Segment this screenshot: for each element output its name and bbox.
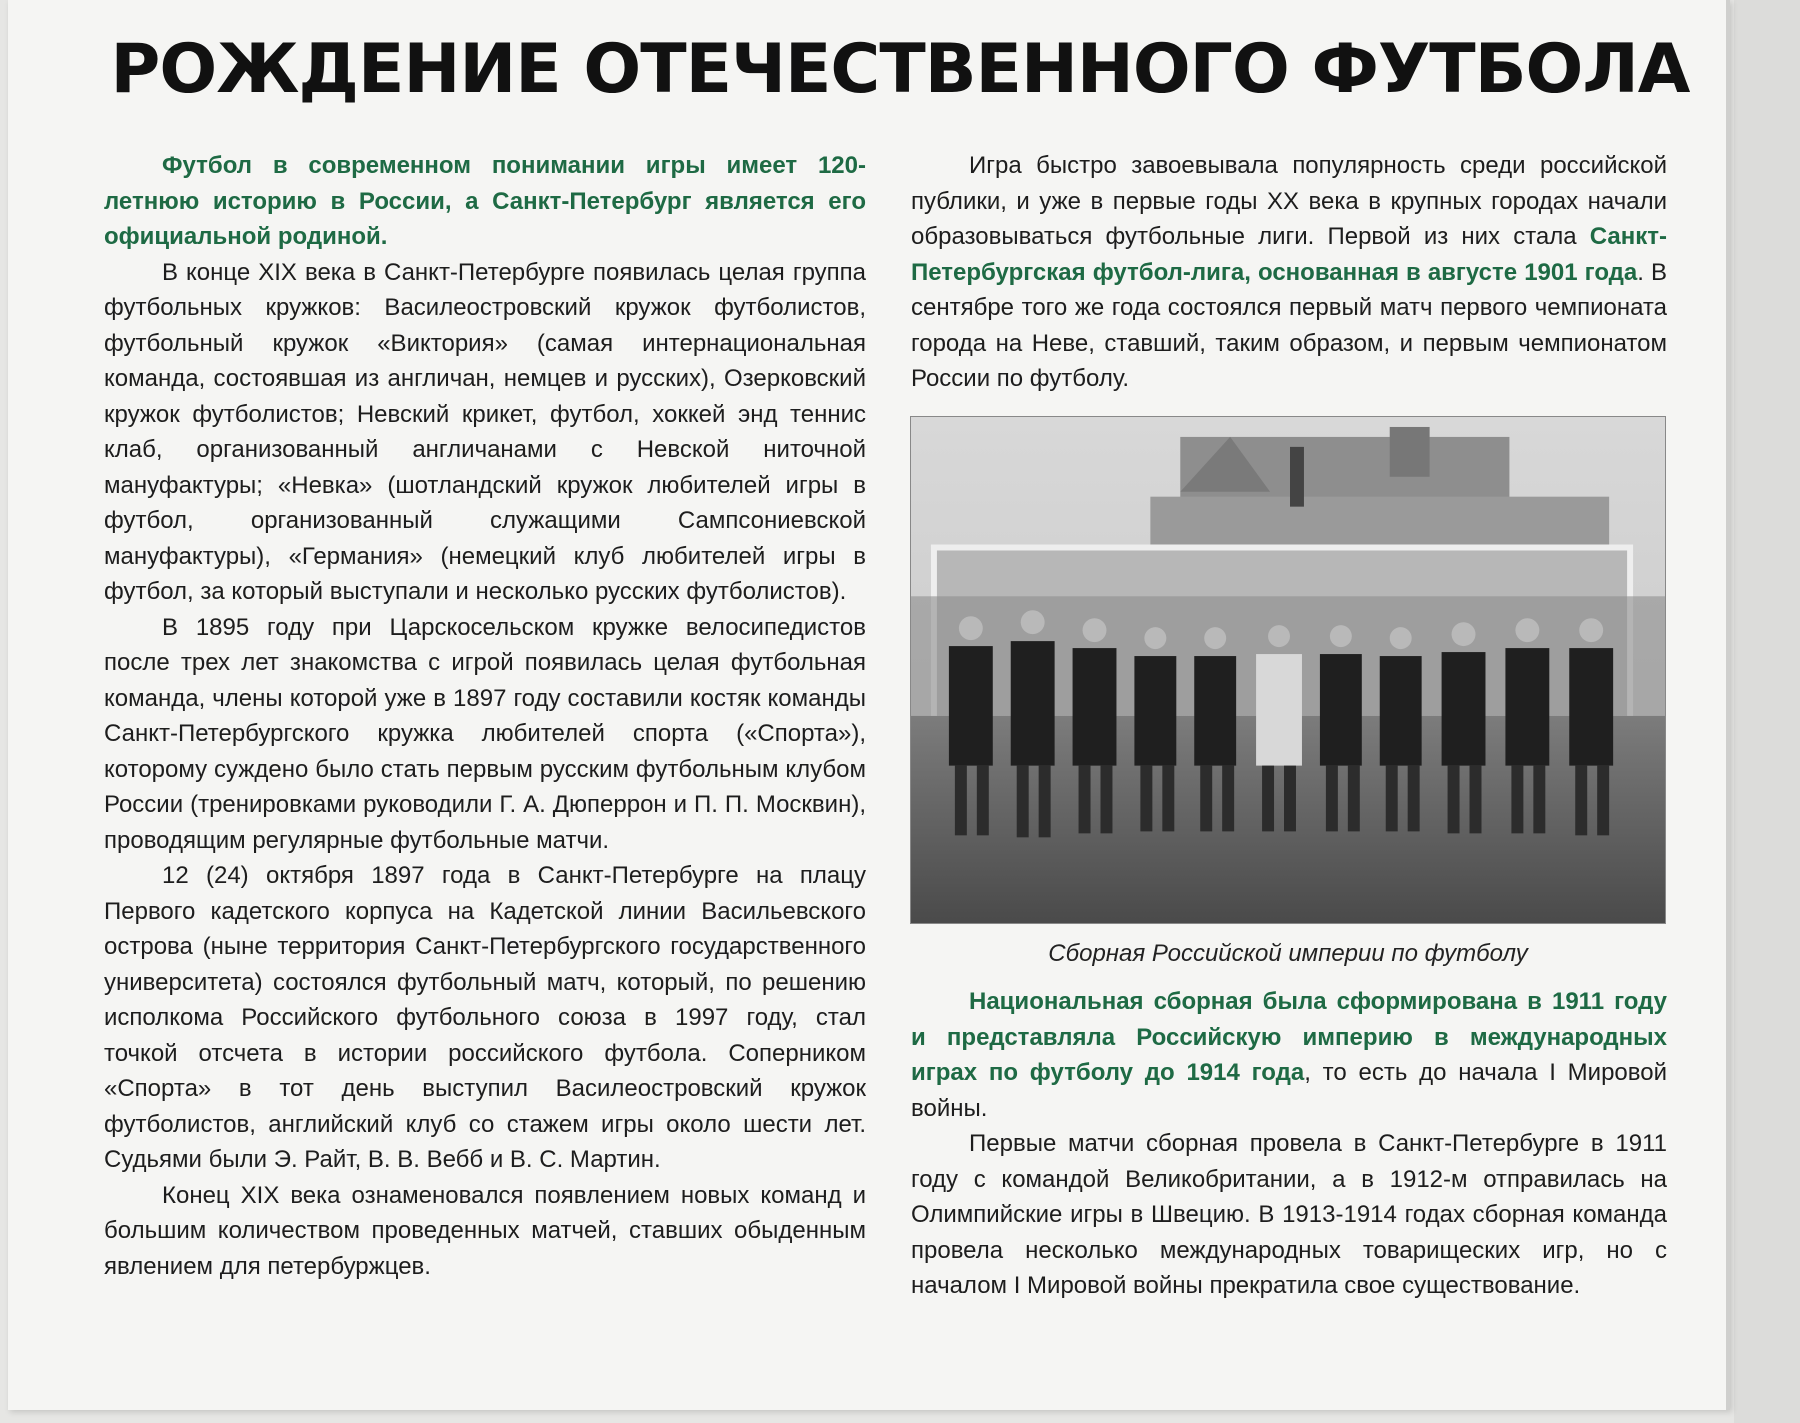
paragraph-1897-match: 12 (24) октября 1897 года в Санкт-Петербурге на плацу Первого кадетского корпуса на Кадетской линии Васильевского острова (ныне территория Санкт-Петербургского государственного университета) состоялся футбольный матч, который, по решению исполкома Российского футбольного союза в 1997 году, стал точкой отсчета в истории российского футбола. Соперником «Спорта» в тот день выступил Василеостровский кружок футболистов, английский клуб со стажем игры около шести лет. Судьями были Э. Райт, В. В. Вебб и В. С. Мартин. — [104, 862, 866, 1173]
photo-caption: Сборная Российской империи по футболу — [1048, 940, 1528, 967]
paragraph-end-of-century: Конец XIX века ознаменовался появлением новых команд и большим количеством проведенных матчей, ставших обыденным явлением для петербуржцев. — [104, 1181, 866, 1280]
page-title: РОЖДЕНИЕ ОТЕЧЕСТВЕННОГО ФУТБОЛА — [110, 30, 1690, 109]
paragraph-league — [911, 148, 1667, 397]
left-column — [104, 148, 866, 1284]
wall-edge — [1734, 0, 1800, 1423]
paragraph-national-team — [911, 984, 1667, 1126]
right-column-bottom — [911, 984, 1667, 1304]
intro-paragraph: Футбол в современном понимании игры имеет 120-летнюю историю в России, а Санкт-Петербург является его официальной родиной. — [104, 152, 866, 250]
national-team-highlight: Национальная сборная была сформирована в 1911 году и представляла Российскую империю в международных играх по футболу до 1914 года — [911, 988, 1667, 1086]
right-column-top — [911, 148, 1667, 397]
paragraph-1895: В 1895 году при Царскосельском кружке велосипедистов после трех лет знакомства с игрой появилась целая футбольная команда, члены которой уже в 1897 году составили костяк команды Санкт-Петербургского кружка любителей спорта («Спорта»), которому суждено было стать первым русским футбольным клубом России (тренировками руководили Г. А. Дюперрон и П. П. Москвин), проводящим регулярные футбольные матчи. — [104, 613, 866, 854]
paragraph-clubs: В конце XIX века в Санкт-Петербурге появилась целая группа футбольных кружков: Василеостровский кружок футболистов, футбольный кружок «Виктория» (самая интернациональная команда, состоявшая из англичан, немцев и русских), Озерковский кружок футболистов; Невский крикет, футбол, хоккей энд теннис клаб, организованный англичанами с Невской ниточной мануфактуры; «Невка» (шотландский кружок любителей игры в футбол, организованный служащими Сампсониевской мануфактуры), «Германия» (немецкий клуб любителей игры в футбол, за который выступали и несколько русских футболистов). — [104, 258, 866, 605]
league-text-start: Игра быстро завоевывала популярность среди российской публики, и уже в первые годы XX века в крупных городах начали образовываться футбольные лиги. Первой из них стала — [911, 152, 1667, 250]
league-text-end: . В сентябре того же года состоялся первый матч первого чемпионата города на Неве, ставший, таким образом, и первым чемпионатом России по футболу. — [911, 258, 1667, 392]
league-highlight: Санкт-Петербургская футбол-лига, основанная в августе 1901 года — [911, 223, 1667, 286]
team-photo-icon — [910, 416, 1666, 924]
paragraph-first-matches: Первые матчи сборная провела в Санкт-Петербурге в 1911 году с командой Великобритании, а в 1912-м отправилась на Олимпийские игры в Швецию. В 1913-1914 годах сборная команда провела несколько международных товарищеских игр, но с началом I Мировой войны прекратила свое существование. — [911, 1130, 1667, 1299]
national-team-text-end: , то есть до начала I Мировой войны. — [911, 1059, 1668, 1122]
